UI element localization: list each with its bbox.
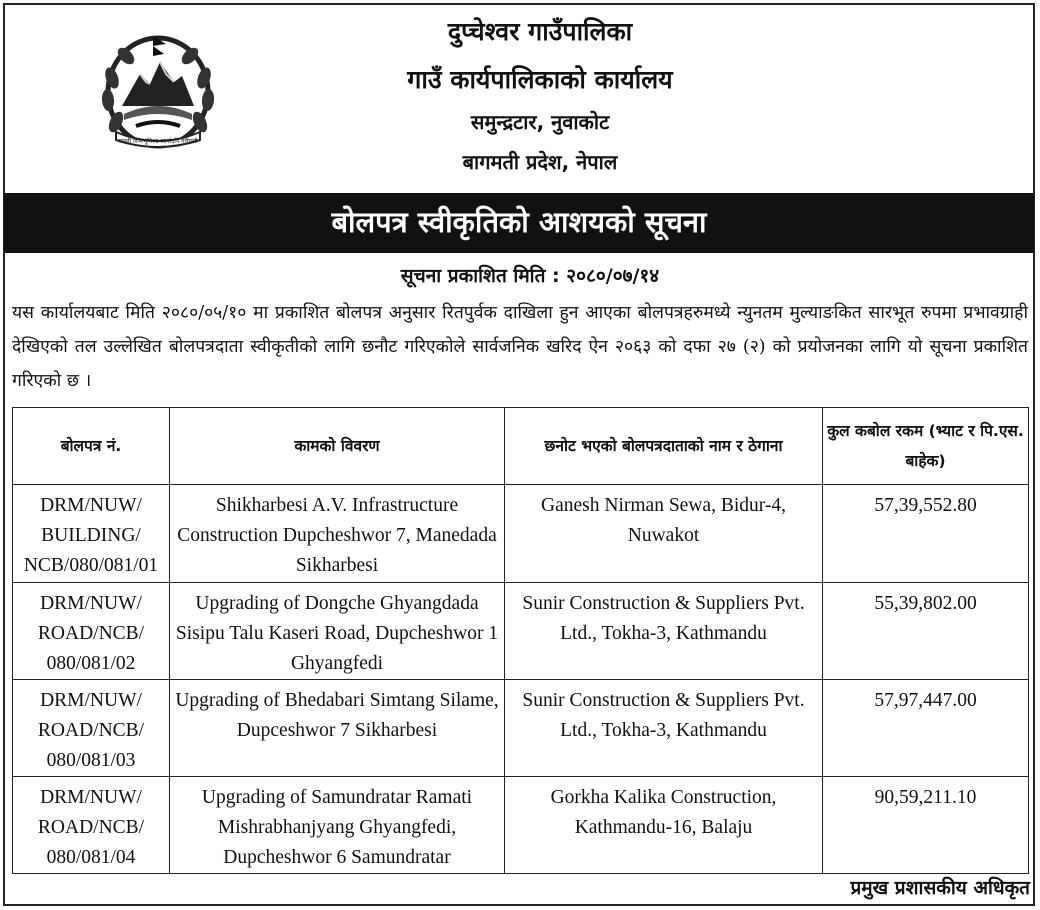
notice-title-banner: बोलपत्र स्वीकृतिको आशयको सूचना — [4, 193, 1034, 253]
bid-award-table — [12, 407, 1029, 874]
cell-description: Upgrading of Bhedabari Simtang Silame, Dupceshwor 7 Sikharbesi — [170, 680, 505, 777]
cell-amount: 90,59,211.10 — [823, 777, 1029, 874]
published-date: सूचना प्रकाशित मिति : २०८०/०७/१४ — [400, 265, 660, 287]
cell-description: Upgrading of Samundratar Ramati Mishrabhanjyang Ghyangfedi, Dupcheshwor 6 Samundratar — [170, 777, 505, 874]
cell-bid-no: DRM/NUW/ ROAD/NCB/ 080/081/02 — [13, 583, 170, 680]
header-bidder: छनोट भएको बोलपत्रदाताको नाम र ठेगाना — [505, 408, 823, 485]
office-name: गाउँ कार्यपालिकाको कार्यालय — [407, 65, 673, 94]
table-row — [13, 485, 1029, 583]
cell-bid-no: DRM/NUW/ ROAD/NCB/ 080/081/03 — [13, 680, 170, 777]
municipality-name: दुप्चेश्वर गाउँपालिका — [447, 17, 633, 46]
table-row — [13, 680, 1029, 777]
cell-amount: 57,39,552.80 — [823, 485, 1029, 583]
cell-bidder: Gorkha Kalika Construction, Kathmandu-16, Balaju — [505, 777, 823, 874]
cell-bid-no: DRM/NUW/ ROAD/NCB/ 080/081/04 — [13, 777, 170, 874]
cell-amount: 57,97,447.00 — [823, 680, 1029, 777]
cell-bidder: Sunir Construction & Suppliers Pvt. Ltd., Tokha-3, Kathmandu — [505, 680, 823, 777]
table-row — [13, 583, 1029, 680]
notice-paragraph: यस कार्यालयबाट मिति २०८०/०५/१० मा प्रकाशित बोलपत्र अनुसार रितपुर्वक दाखिला हुन आएका बोलपत्रहरुमध्ये न्युनतम मुल्याङकित सारभूत रुपमा प्रभावग्राही देखिएको तल उल्लेखित बोलपत्रदाता स्वीकृतीको लागि छनौट गरिएकोले सार्वजनिक खरिद ऐन २०६३ को दफा २७ (२) को प्रयोजनका लागि यो सूचना प्रकाशित गरिएको छ । — [12, 303, 1028, 391]
header-description: कामको विवरण — [170, 408, 505, 485]
header-amount: कुल कबोल रकम (भ्याट र पि.एस. बाहेक) — [823, 408, 1029, 485]
province-country: बागमती प्रदेश, नेपाल — [462, 150, 618, 174]
table-header-row — [13, 408, 1029, 485]
cell-description: Upgrading of Dongche Ghyangdada Sisipu Talu Kaseri Road, Dupcheshwor 1 Ghyangfedi — [170, 583, 505, 680]
cell-description: Shikharbesi A.V. Infrastructure Construction Dupcheshwor 7, Manedada Sikharbesi — [170, 485, 505, 583]
cell-bidder: Sunir Construction & Suppliers Pvt. Ltd., Tokha-3, Kathmandu — [505, 583, 823, 680]
emblem-motto: जननी जन्मभूमिश्च स्वर्गादपि गरीयसी — [118, 138, 198, 145]
office-address: समुन्द्रटार, नुवाकोट — [470, 110, 610, 134]
signatory: प्रमुख प्रशासकीय अधिकृत — [850, 877, 1030, 899]
cell-amount: 55,39,802.00 — [823, 583, 1029, 680]
header-bid-no: बोलपत्र नं. — [13, 408, 170, 485]
cell-bidder: Ganesh Nirman Sewa, Bidur-4, Nuwakot — [505, 485, 823, 583]
cell-bid-no: DRM/NUW/ BUILDING/ NCB/080/081/01 — [13, 485, 170, 583]
table-row — [13, 777, 1029, 874]
